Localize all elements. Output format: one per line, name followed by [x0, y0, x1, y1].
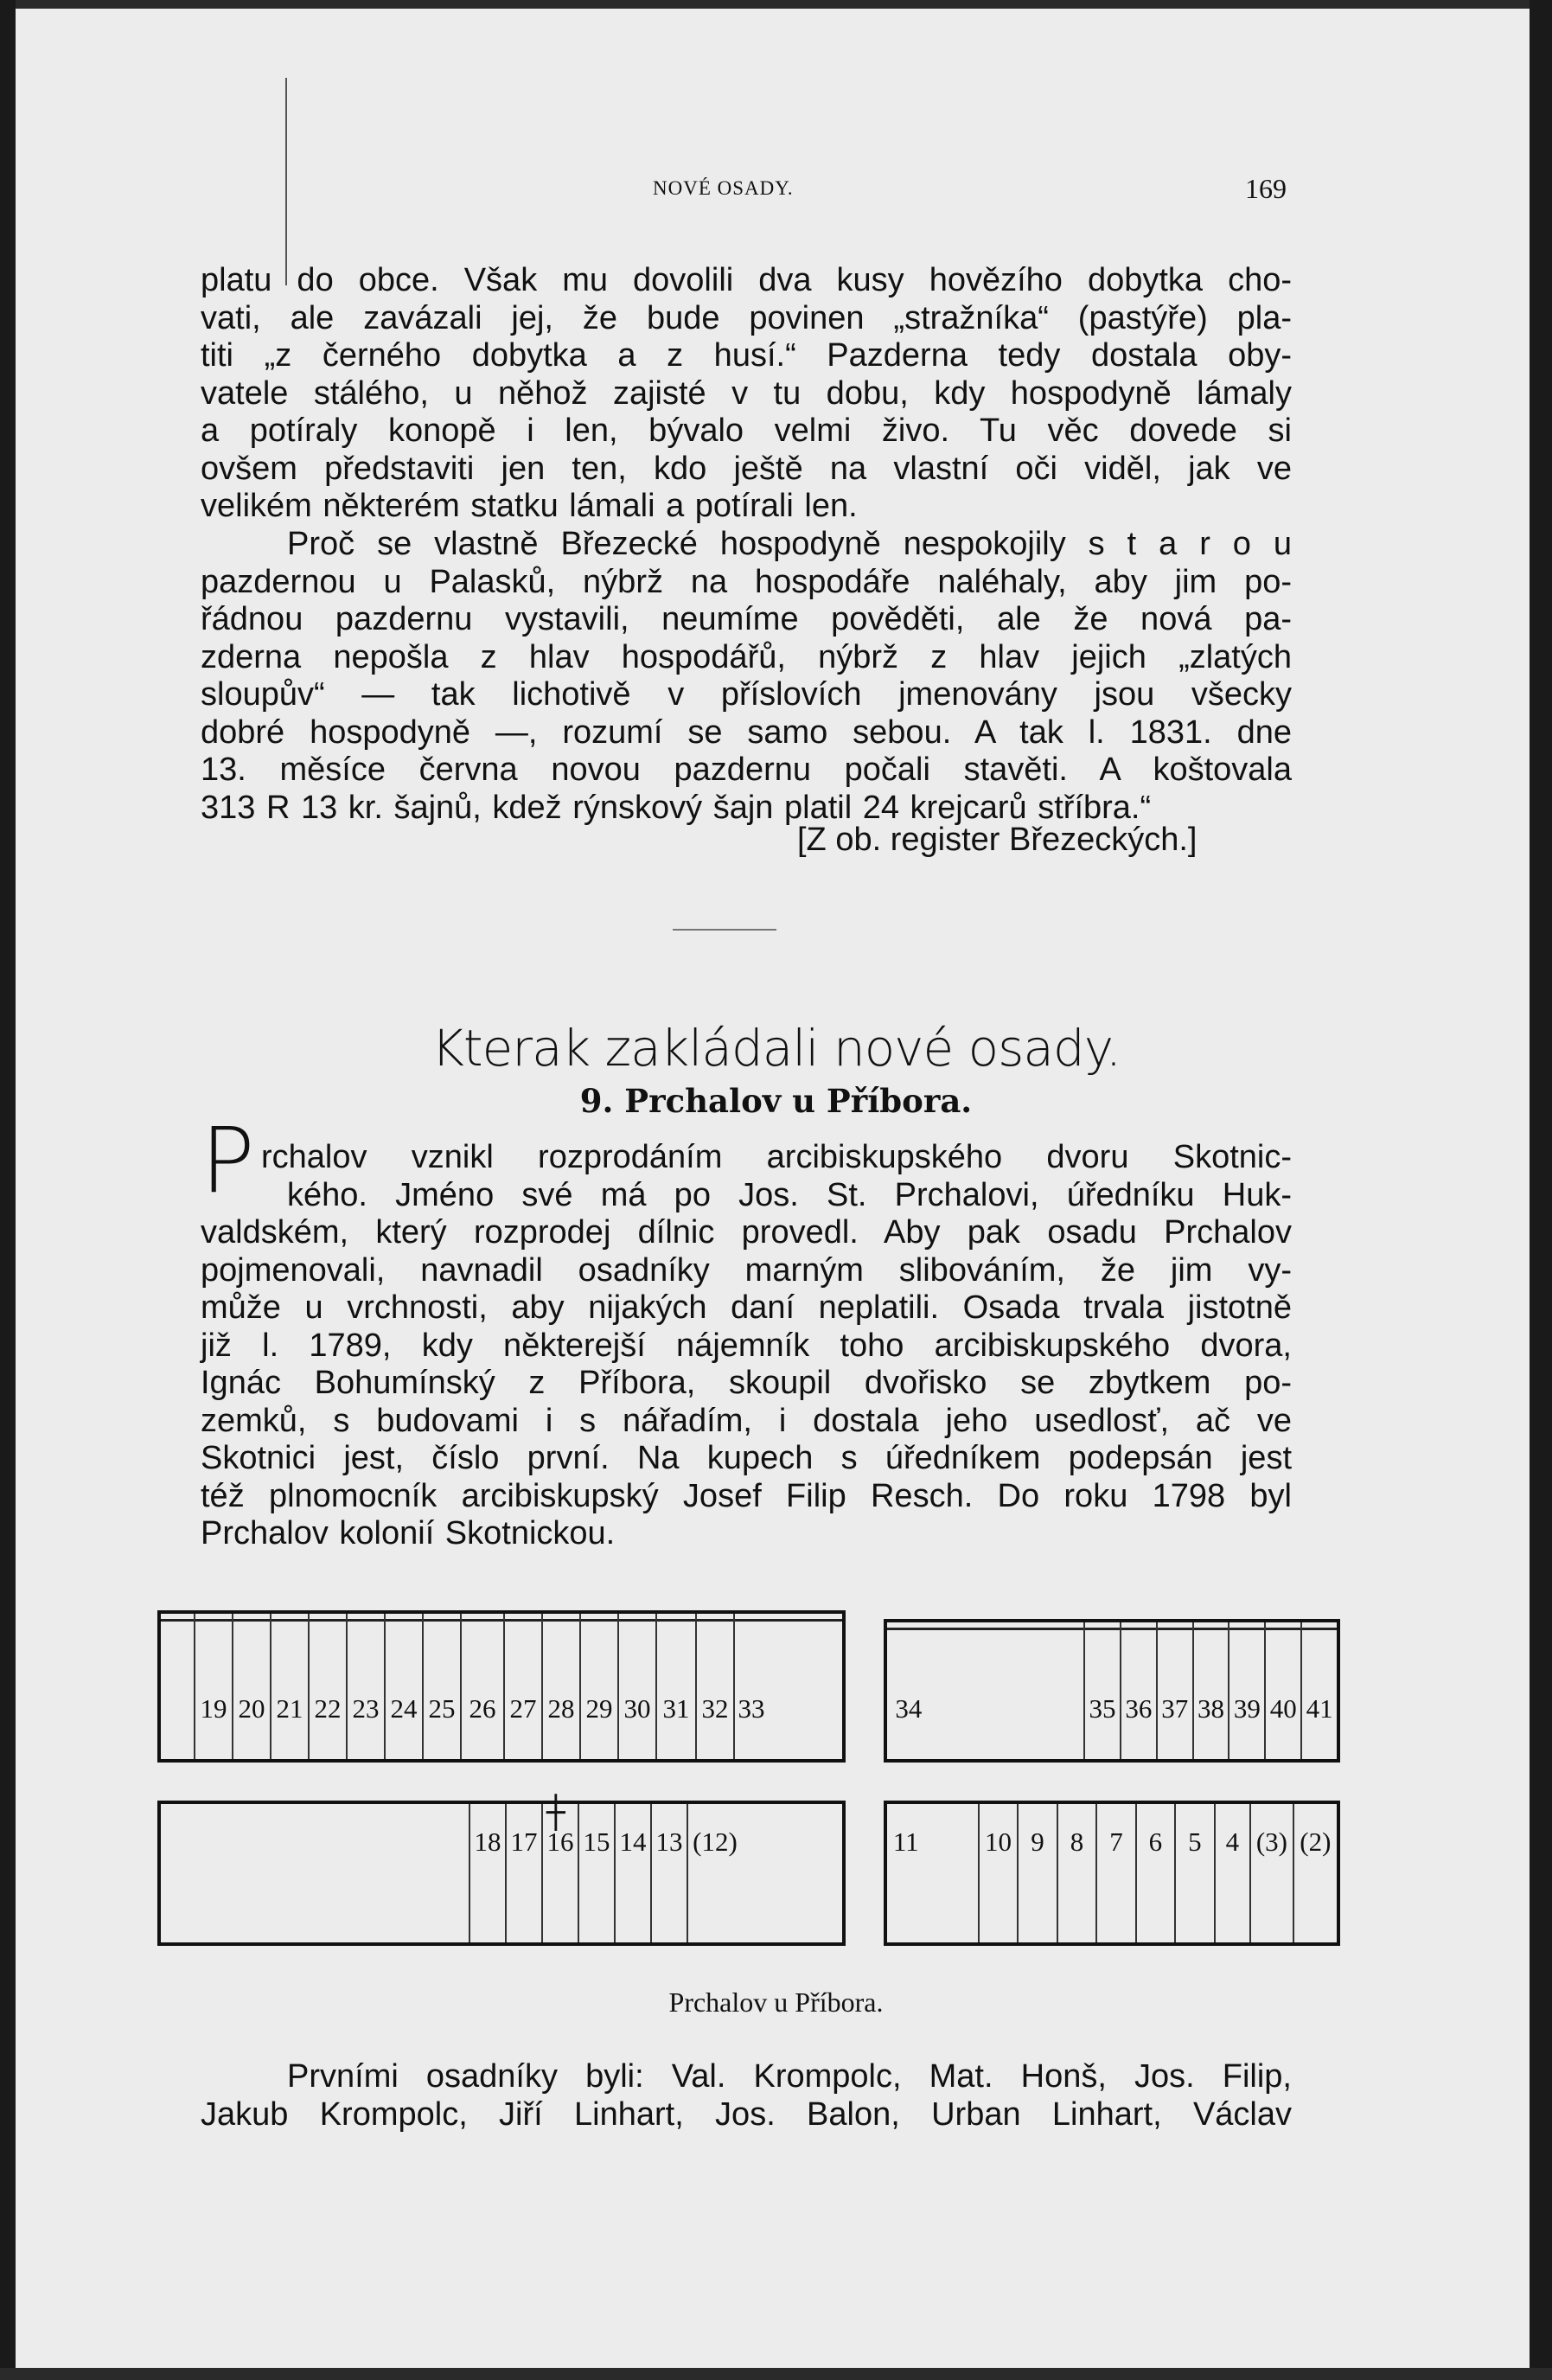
house-number: 6	[1135, 1804, 1174, 1942]
text-line: dobré hospodyně —, rozumí se samo sebou. A tak l. 1831. dne	[201, 713, 1292, 751]
text-line: valdském, který rozprodej dílnic provedl. Aby pak osadu Prchalov	[201, 1214, 1292, 1251]
house-number: 39	[1228, 1622, 1264, 1759]
house-number: 10	[978, 1804, 1017, 1942]
house-number: 11	[892, 1827, 919, 1857]
plan-row-top-left	[157, 1610, 846, 1763]
text-line: 13. měsíce června novou pazdernu počali stavěti. A koštovala	[201, 752, 1292, 788]
house-number: (3)	[1249, 1804, 1292, 1942]
paragraph-1	[201, 262, 1292, 526]
text-line: pazdernou u Palasků, nýbrž na hospodáře naléhaly, aby jim po-	[201, 563, 1292, 600]
paragraph-4	[201, 2058, 1292, 2134]
house-number: 9	[1017, 1804, 1056, 1942]
plan-row-bottom-left	[157, 1801, 846, 1946]
house-number: 30	[617, 1614, 655, 1759]
figure-caption: Prchalov u Příbora.	[668, 1987, 884, 2018]
house-number: 34	[895, 1693, 923, 1724]
house-number: 26	[460, 1614, 503, 1759]
house-number: 32	[695, 1614, 733, 1759]
church-cross-icon: ┼	[546, 1795, 565, 1831]
house-number: 38	[1192, 1622, 1229, 1759]
house-number: (2)	[1293, 1804, 1337, 1942]
paragraph-2	[201, 526, 1292, 827]
scan-edge-left	[0, 0, 16, 2380]
text-line: ovšem představiti jen ten, kdo ještě na vlastní oči viděl, jak ve	[201, 450, 1292, 487]
house-number: 28	[541, 1614, 579, 1759]
house-number: 16	[541, 1804, 578, 1942]
plan-gap	[161, 1804, 469, 1942]
house-number: 27	[503, 1614, 541, 1759]
house-number: 36	[1120, 1622, 1156, 1759]
house-number: 25	[422, 1614, 460, 1759]
text-line: řádnou pazdernu vystavili, neumíme pověděti, ale že nová pa-	[201, 601, 1292, 637]
text-line: kého. Jméno své má po Jos. St. Prchalovi, úředníku Huk-	[287, 1176, 1292, 1213]
house-number: 41	[1300, 1622, 1337, 1759]
house-number: 13	[650, 1804, 687, 1942]
section-divider	[673, 929, 776, 931]
scan-edge-top	[0, 0, 1552, 9]
house-number: 19	[194, 1614, 232, 1759]
house-number: 5	[1174, 1804, 1213, 1942]
text-line: vatele stálého, u něhož zajisté v tu dobu, kdy hospodyně lámaly	[201, 374, 1292, 412]
scan-edge-bottom	[0, 2368, 1552, 2380]
margin-rule	[285, 78, 287, 285]
house-number: 7	[1095, 1804, 1134, 1942]
house-number: 29	[579, 1614, 617, 1759]
section-subtitle: 9. Prchalov u Příbora.	[579, 1082, 973, 1120]
section-title: Kterak zakládali nové osady.	[431, 1019, 1121, 1078]
text-line: 313 R 13 kr. šajnů, kdež rýnskový šajn platil 24 krejcarů stříbra.“	[201, 789, 1152, 826]
house-number: 33	[733, 1614, 768, 1759]
plan-row-top-right	[884, 1619, 1340, 1763]
scan-edge-right	[1530, 0, 1552, 2380]
text-line: velikém některém statku lámali a potírali len.	[201, 488, 858, 524]
house-number: (12)	[687, 1804, 742, 1942]
paragraph-3	[201, 1139, 1292, 1553]
text-line: a potíraly konopě i len, bývalo velmi živo. Tu věc dovede si	[201, 413, 1292, 449]
text-line: Ignác Bohumínský z Příbora, skoupil dvořisko se zbytkem po-	[201, 1365, 1292, 1401]
house-number: 24	[384, 1614, 422, 1759]
text-line: Prchalov kolonií Skotnickou.	[201, 1515, 616, 1551]
text-line: zemků, s budovami i s nářadím, i dostala jeho usedlosť, ač ve	[201, 1402, 1292, 1439]
source-note: [Z ob. register Březeckých.]	[797, 822, 1198, 858]
text-line: Proč se vlastně Březecké hospodyně nespokojily s t a r o u	[287, 526, 1292, 562]
text-line: Skotnici jest, číslo první. Na kupech s úředníkem podepsán jest	[201, 1440, 1292, 1476]
plan-gap	[161, 1614, 194, 1759]
text-line: již l. 1789, kdy některejší nájemník toho arcibiskupského dvora,	[201, 1327, 1292, 1364]
house-number: 17	[505, 1804, 541, 1942]
text-line: může u vrchnosti, aby nijakých daní neplatili. Osada trvala jistotně	[201, 1289, 1292, 1326]
text-line: též plnomocník arcibiskupský Josef Filip Resch. Do roku 1798 byl	[201, 1477, 1292, 1514]
text-line: platu do obce. Však mu dovolili dva kusy hovězího dobytka cho-	[201, 262, 1292, 298]
text-line: pojmenovali, navnadil osadníky marným slibováním, že jim vy-	[201, 1251, 1292, 1289]
plan-gap	[930, 1622, 1083, 1759]
drop-cap: P	[201, 1108, 255, 1213]
house-number: 15	[578, 1804, 614, 1942]
house-number: 8	[1057, 1804, 1095, 1942]
text-line: Jakub Krompolc, Jiří Linhart, Jos. Balon, Urban Linhart, Václav	[201, 2095, 1292, 2133]
house-number: 14	[614, 1804, 650, 1942]
page-number: 169	[1245, 173, 1287, 204]
house-number: 4	[1214, 1804, 1250, 1942]
plan-row-bottom-right	[884, 1801, 1340, 1946]
running-head: NOVÉ OSADY.	[653, 177, 794, 199]
house-number: 18	[469, 1804, 505, 1942]
house-number: 23	[346, 1614, 384, 1759]
text-line: zderna nepošla z hlav hospodářů, nýbrž z hlav jejich „zlatých	[201, 638, 1292, 675]
text-line: rchalov vznikl rozprodáním arcibiskupského dvoru Skotnic-	[261, 1139, 1292, 1175]
house-number: 22	[308, 1614, 346, 1759]
text-line: sloupův“ — tak lichotivě v příslovích jmenovány jsou všecky	[201, 676, 1292, 713]
house-number: 37	[1156, 1622, 1192, 1759]
house-number: 35	[1083, 1622, 1120, 1759]
text-line: titi „z černého dobytka a z husí.“ Pazderna tedy dostala oby-	[201, 337, 1292, 374]
text-line: Prvními osadníky byli: Val. Krompolc, Mat. Honš, Jos. Filip,	[287, 2058, 1292, 2095]
house-number: 31	[655, 1614, 695, 1759]
house-number: 21	[270, 1614, 308, 1759]
house-number: 20	[232, 1614, 270, 1759]
plan-gap	[924, 1804, 977, 1942]
house-number: 40	[1264, 1622, 1300, 1759]
text-line: vati, ale zavázali jej, že bude povinen „stražníka“ (pastýře) pla-	[201, 299, 1292, 336]
